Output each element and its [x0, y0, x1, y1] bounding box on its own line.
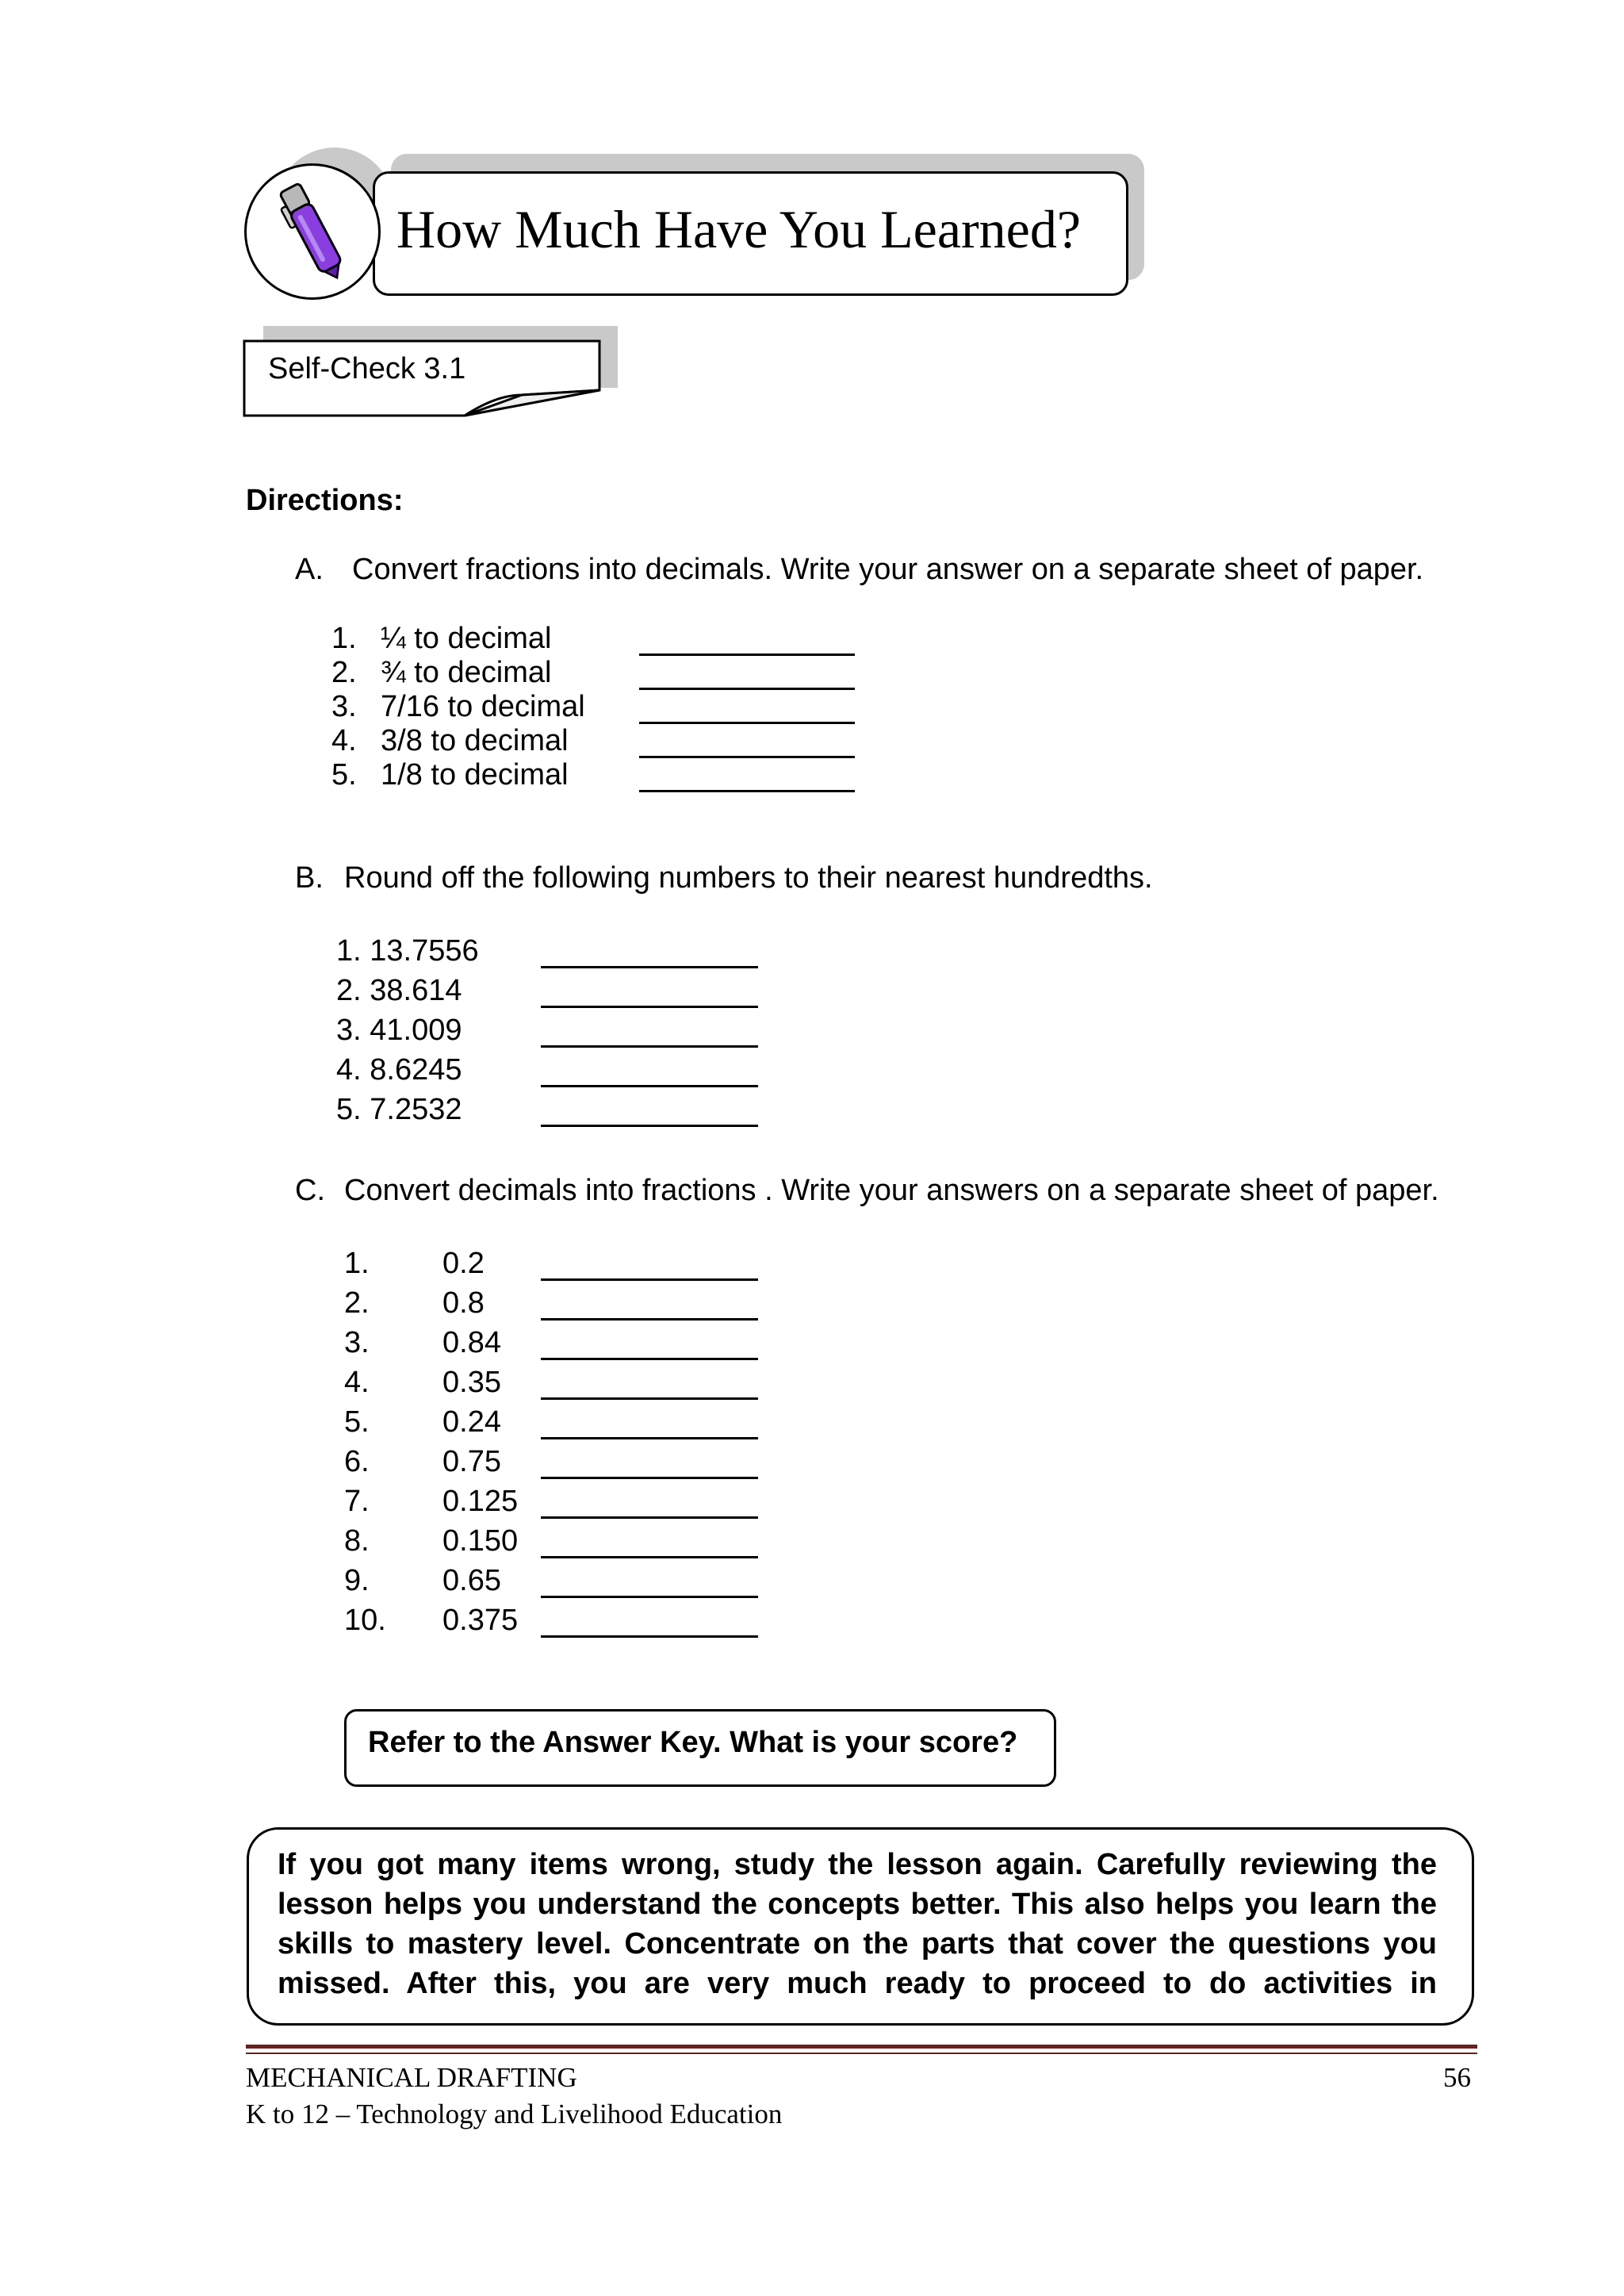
list-item-number: 5.	[331, 758, 357, 792]
answer-blank[interactable]	[541, 1278, 758, 1281]
page-number: 56	[1443, 2062, 1471, 2093]
list-item-text: 2. 38.614	[336, 974, 462, 1007]
list-item-number: 4.	[331, 724, 357, 757]
answer-blank[interactable]	[541, 1477, 758, 1479]
section-b-instruction: Round off the following numbers to their nearest hundredths.	[344, 861, 1153, 895]
answer-blank[interactable]	[639, 722, 855, 724]
page-title: How Much Have You Learned?	[396, 199, 1082, 259]
answer-blank[interactable]	[541, 1085, 758, 1087]
list-item-text: 3/8 to decimal	[381, 724, 569, 757]
list-item-value: 0.35	[442, 1366, 501, 1399]
footer-rule	[246, 2045, 1477, 2049]
answer-blank[interactable]	[639, 654, 855, 656]
answer-blank[interactable]	[639, 756, 855, 758]
list-item-number: 6.	[344, 1445, 370, 1478]
list-item-number: 3.	[331, 690, 357, 723]
list-item-value: 0.2	[442, 1247, 485, 1280]
answer-blank[interactable]	[541, 1437, 758, 1439]
list-item-text: 3. 41.009	[336, 1014, 462, 1047]
pen-icon	[244, 163, 381, 300]
list-item-value: 0.8	[442, 1286, 485, 1320]
answer-blank[interactable]	[639, 790, 855, 792]
section-c-letter: C.	[295, 1174, 325, 1207]
list-item-number: 2.	[344, 1286, 370, 1320]
study-note-text	[278, 1845, 1437, 2003]
answer-blank[interactable]	[639, 688, 855, 690]
self-check-label: Self-Check 3.1	[268, 352, 466, 385]
answer-blank[interactable]	[541, 1125, 758, 1127]
list-item-value: 0.24	[442, 1405, 501, 1439]
section-a-letter: A.	[295, 553, 324, 586]
score-prompt: Refer to the Answer Key. What is your score?	[368, 1726, 1018, 1759]
list-item-value: 0.65	[442, 1564, 501, 1597]
list-item-value: 0.125	[442, 1485, 519, 1518]
section-b-letter: B.	[295, 861, 324, 895]
study-note-line: missed. After this, you are very much ready to proceed to do activities in	[278, 1967, 1437, 2000]
list-item-value: 0.84	[442, 1326, 501, 1359]
study-note-line: lesson helps you understand the concepts better. This also helps you learn the	[278, 1888, 1437, 1921]
footer-course: K to 12 – Technology and Livelihood Education	[246, 2099, 783, 2129]
list-item-text: 1/8 to decimal	[381, 758, 569, 792]
answer-blank[interactable]	[541, 966, 758, 968]
answer-blank[interactable]	[541, 1556, 758, 1558]
list-item-value: 0.150	[442, 1524, 519, 1558]
answer-blank[interactable]	[541, 1045, 758, 1048]
study-note-line: skills to mastery level. Concentrate on the parts that cover the questions you	[278, 1927, 1437, 1961]
list-item-number: 4.	[344, 1366, 370, 1399]
list-item-number: 2.	[331, 656, 357, 689]
list-item-number: 1.	[331, 622, 357, 655]
footer-subject: MECHANICAL DRAFTING	[246, 2062, 577, 2093]
list-item-value: 0.75	[442, 1445, 501, 1478]
list-item-number: 5.	[344, 1405, 370, 1439]
section-a-instruction: Convert fractions into decimals. Write your answer on a separate sheet of paper.	[352, 553, 1424, 586]
list-item-number: 9.	[344, 1564, 370, 1597]
footer-rule-thin	[246, 2053, 1477, 2054]
list-item-number: 1.	[344, 1247, 370, 1280]
list-item-text: ¼ to decimal	[381, 622, 552, 655]
answer-blank[interactable]	[541, 1596, 758, 1598]
answer-blank[interactable]	[541, 1635, 758, 1638]
list-item-text: 4. 8.6245	[336, 1053, 462, 1087]
study-note-box	[247, 1827, 1474, 2026]
list-item-text: ¾ to decimal	[381, 656, 552, 689]
section-c-instruction: Convert decimals into fractions . Write your answers on a separate sheet of paper.	[344, 1174, 1439, 1207]
directions-label: Directions:	[246, 484, 404, 517]
list-item-value: 0.375	[442, 1604, 519, 1637]
list-item-text: 5. 7.2532	[336, 1093, 462, 1126]
list-item-text: 1. 13.7556	[336, 934, 479, 968]
study-note-line: If you got many items wrong, study the lesson again. Carefully reviewing the	[278, 1848, 1437, 1881]
list-item-number: 3.	[344, 1326, 370, 1359]
answer-blank[interactable]	[541, 1006, 758, 1008]
list-item-number: 8.	[344, 1524, 370, 1558]
list-item-number: 10.	[344, 1604, 386, 1637]
answer-blank[interactable]	[541, 1516, 758, 1519]
answer-blank[interactable]	[541, 1358, 758, 1360]
answer-blank[interactable]	[541, 1397, 758, 1400]
list-item-text: 7/16 to decimal	[381, 690, 585, 723]
list-item-number: 7.	[344, 1485, 370, 1518]
answer-blank[interactable]	[541, 1318, 758, 1320]
